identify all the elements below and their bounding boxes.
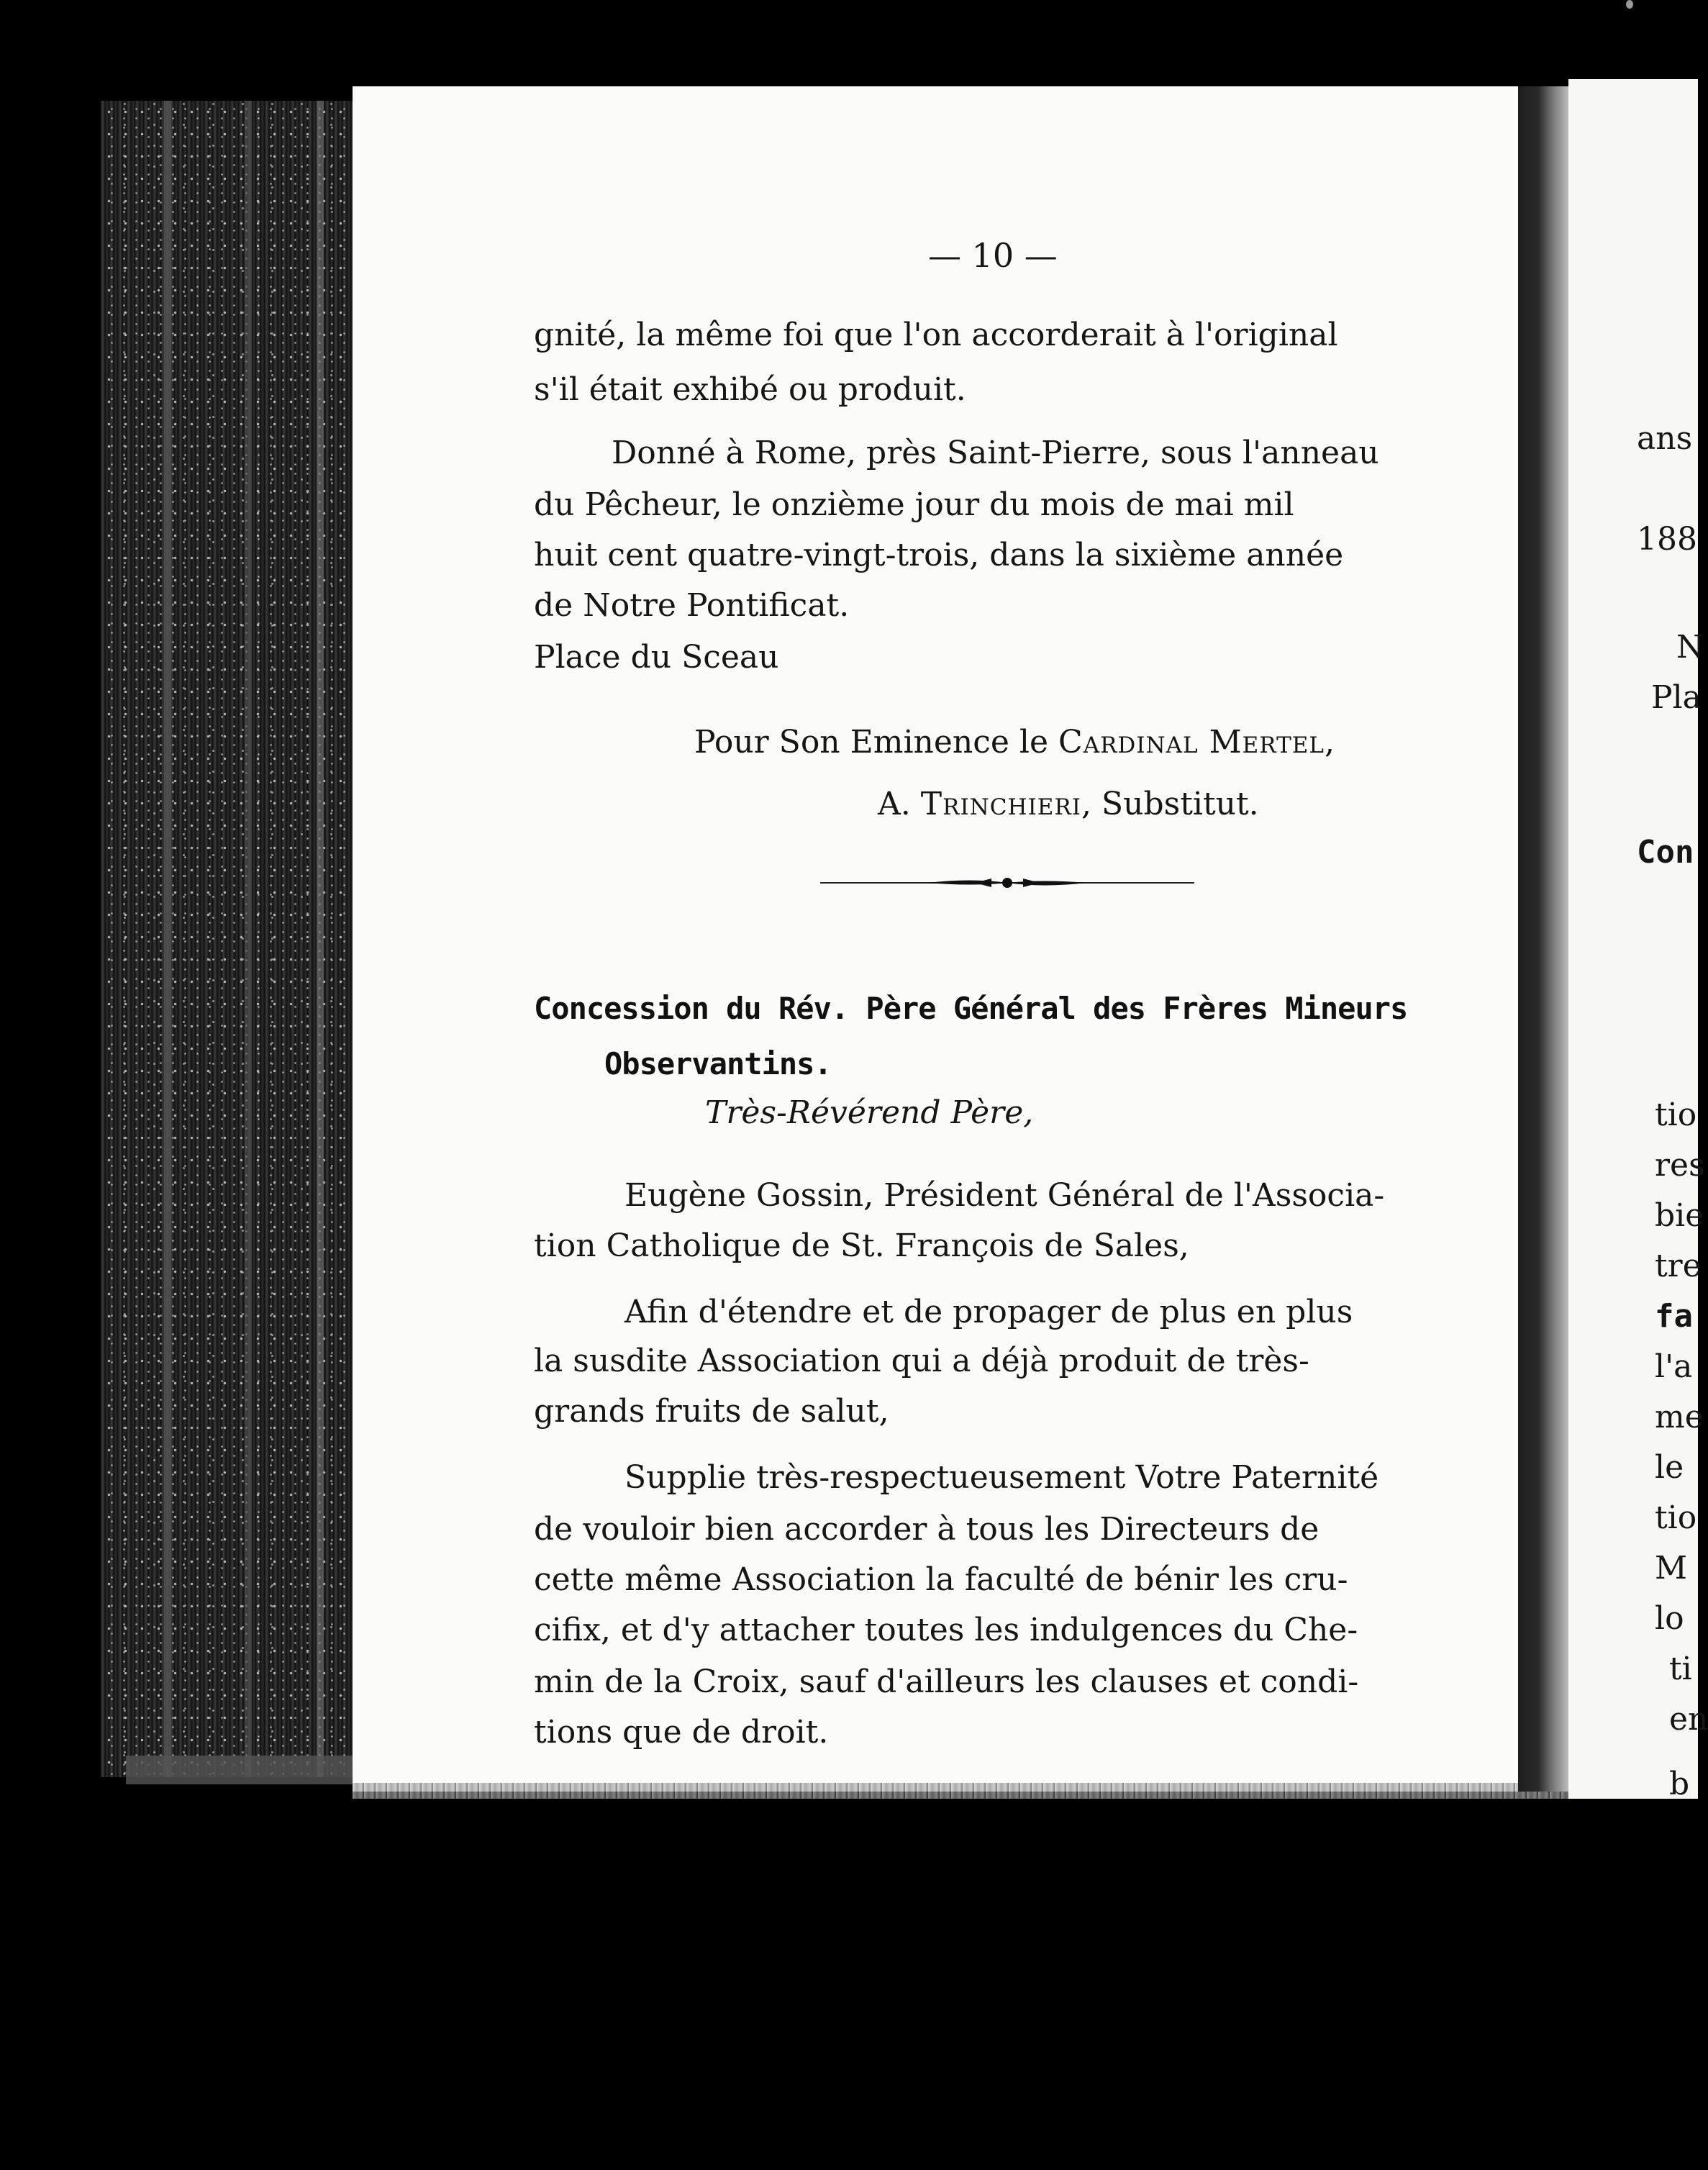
next-page-fragment: Pla: [1651, 679, 1702, 716]
next-page-fragment: 188: [1637, 521, 1697, 558]
text-line: Supplie très-respectueusement Votre Paternité: [624, 1459, 1379, 1496]
text-line: Donné à Rome, près Saint-Pierre, sous l'anneau: [612, 435, 1379, 471]
signature-line-2: [878, 786, 1259, 822]
text-line: Afin d'étendre et de propager de plus en plus: [624, 1294, 1353, 1330]
text-line: de Notre Pontificat.: [534, 587, 850, 624]
text-line: cette même Association la faculté de bénir les cru-: [534, 1561, 1348, 1598]
next-page-fragment: b: [1669, 1766, 1690, 1802]
page-bottom-edge: [353, 1783, 1648, 1799]
next-page-fragment: tio: [1655, 1499, 1697, 1536]
next-page-fragment: me: [1655, 1399, 1704, 1435]
signature-prefix: Pour Son Eminence le: [694, 724, 1059, 761]
text-line: Eugène Gossin, Président Général de l'Associa-: [624, 1177, 1385, 1214]
next-page-fragment: en: [1669, 1701, 1708, 1738]
next-page-fragment: le: [1655, 1449, 1684, 1486]
text-line: de vouloir bien accorder à tous les Directeurs de: [534, 1511, 1319, 1548]
page-number: — 10 —: [928, 236, 1058, 275]
next-page-fragment: tio: [1655, 1097, 1697, 1133]
text-line: tions que de droit.: [534, 1714, 829, 1751]
edge-band: [317, 101, 324, 1777]
cardinal-name: Cardinal Mertel,: [1058, 724, 1335, 761]
next-page-fragment: ti: [1669, 1651, 1692, 1687]
text-line: gnité, la même foi que l'on accorderait à l'original: [534, 317, 1338, 353]
text-line: du Pêcheur, le onzième jour du mois de mai mil: [534, 486, 1294, 523]
book-edge-bottom: [126, 1756, 353, 1784]
next-page-fragment: l'a: [1655, 1348, 1693, 1385]
next-page-fragment: res: [1655, 1147, 1705, 1184]
next-page-fragment: ans: [1637, 420, 1693, 457]
edge-band: [245, 101, 252, 1777]
text-line: tion Catholique de St. François de Sales,: [534, 1227, 1189, 1264]
text-line: grands fruits de salut,: [534, 1393, 889, 1430]
text-line: s'il était exhibé ou produit.: [534, 371, 966, 408]
next-page-fragment: M: [1655, 1550, 1688, 1586]
next-page-fragment: Con: [1637, 834, 1694, 871]
next-page-fragment: N: [1676, 629, 1704, 666]
edge-speckle-texture: [101, 101, 353, 1777]
edge-band: [164, 101, 171, 1777]
ornamental-divider: [820, 872, 1194, 894]
next-page-fragment: bie: [1655, 1197, 1704, 1234]
substitute-name: Trinchieri: [920, 786, 1082, 822]
substitute-title: , Substitut.: [1081, 786, 1259, 822]
section-heading-cont: Observantins.: [604, 1046, 832, 1081]
signature-initial: A.: [878, 786, 921, 822]
book-page-edges: [101, 101, 353, 1777]
text-line: la susdite Association qui a déjà produit de très-: [534, 1343, 1309, 1379]
text-line: cifix, et d'y attacher toutes les indulgences du Che-: [534, 1612, 1358, 1648]
text-line: huit cent quatre-vingt-trois, dans la sixième année: [534, 537, 1344, 573]
section-heading: Concession du Rév. Père Général des Frères Mineurs: [534, 991, 1408, 1026]
signature-line-1: [694, 724, 1335, 761]
book-gutter: [1518, 86, 1568, 1792]
text-line: min de la Croix, sauf d'ailleurs les clauses et condi-: [534, 1663, 1359, 1700]
right-page-sliver: [1568, 79, 1698, 1799]
seal-placeholder: Place du Sceau: [534, 639, 779, 676]
next-page-fragment: fa: [1655, 1298, 1693, 1335]
scan-mark: [1626, 0, 1633, 9]
salutation: Très-Révérend Père,: [705, 1094, 1034, 1131]
next-page-fragment: lo: [1655, 1600, 1684, 1637]
next-page-fragment: tre: [1655, 1248, 1702, 1284]
